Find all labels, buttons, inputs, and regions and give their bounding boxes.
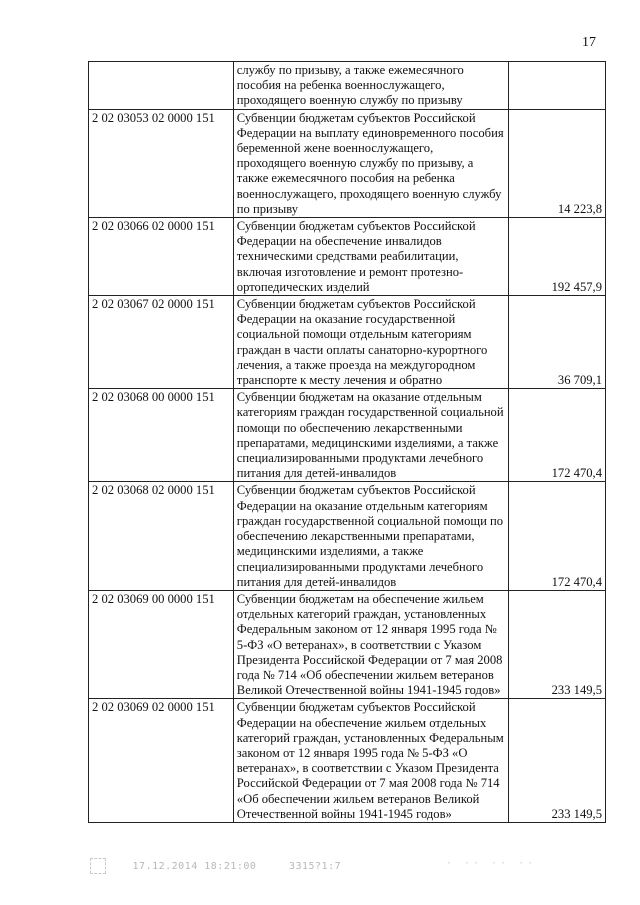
scan-mark-icon	[90, 858, 106, 874]
code-cell: 2 02 03069 02 0000 151	[89, 699, 234, 823]
description-cell: Субвенции бюджетам на оказание отдельным категориям граждан государственной социальной помощи по обеспечению лекарственными препаратами, медицинскими изделиями, а также специализированными продуктами лечебного питания для детей-инвалидов	[233, 389, 508, 482]
footer-timestamp: 17.12.2014 18:21:00	[132, 861, 257, 872]
table-row	[89, 482, 606, 590]
table-row	[89, 590, 606, 698]
description-cell: Субвенции бюджетам субъектов Российской Федерации на обеспечение жильем отдельных категорий граждан, установленных Федеральным законом от 12 января 1995 года № 5-ФЗ «О ветеранах», в соответствии с Указом Президента Российской Федерации от 7 мая 2008 года № 714 «Об обеспечении жильем ветеранов Великой Отечественной войны 1941-1945 годов»	[233, 699, 508, 823]
amount-cell	[509, 62, 606, 110]
table-row	[89, 218, 606, 296]
code-cell: 2 02 03053 02 0000 151	[89, 109, 234, 217]
amount-cell: 172 470,4	[509, 482, 606, 590]
amount-cell: 192 457,9	[509, 218, 606, 296]
code-cell: 2 02 03069 00 0000 151	[89, 590, 234, 698]
code-cell: 2 02 03068 00 0000 151	[89, 389, 234, 482]
description-cell: Субвенции бюджетам на обеспечение жильем отдельных категорий граждан, установленных Федеральным законом от 12 января 1995 года № 5-ФЗ «О ветеранах», в соответствии с Указом Президента Российской Федерации от 7 мая 2008 года № 714 «Об обеспечении жильем ветеранов Великой Отечественной войны 1941-1945 годов»	[233, 590, 508, 698]
table-row	[89, 389, 606, 482]
footer-print-stamp	[90, 858, 560, 874]
table-row	[89, 699, 606, 823]
description-cell: службу по призыву, а также ежемесячного пособия на ребенка военнослужащего, проходящего военную службу по призыву	[233, 62, 508, 110]
table-row	[89, 62, 606, 110]
amount-cell: 172 470,4	[509, 389, 606, 482]
budget-revenue-table	[88, 61, 606, 823]
footer-doc-id: 3315?1:7	[288, 861, 342, 872]
code-cell: 2 02 03066 02 0000 151	[89, 218, 234, 296]
code-cell: 2 02 03067 02 0000 151	[89, 296, 234, 389]
description-cell: Субвенции бюджетам субъектов Российской Федерации на выплату единовременного пособия беременной жене военнослужащего, проходящего военную службу по призыву, а также ежемесячного пособия на ребенка военнослужащего, проходящего военную службу по призыву	[233, 109, 508, 217]
description-cell: Субвенции бюджетам субъектов Российской Федерации на оказание государственной социальной помощи отдельным категориям граждан в части оплаты санаторно-курортного лечения, а также проезда на междугородном транспорте к месту лечения и обратно	[233, 296, 508, 389]
table-row	[89, 109, 606, 217]
description-cell: Субвенции бюджетам субъектов Российской Федерации на обеспечение инвалидов техническими средствами реабилитации, включая изготовление и ремонт протезно-ортопедических изделий	[233, 218, 508, 296]
description-cell: Субвенции бюджетам субъектов Российской Федерации на оказание отдельным категориям граждан государственной социальной помощи по обеспечению лекарственными препаратами, медицинскими изделиями, а также специализированными продуктами лечебного питания для детей-инвалидов	[233, 482, 508, 590]
table-row	[89, 296, 606, 389]
table-body	[89, 62, 606, 823]
amount-cell: 233 149,5	[509, 699, 606, 823]
footer-faded-text: · ·· ·· ··	[446, 858, 537, 869]
code-cell	[89, 62, 234, 110]
code-cell: 2 02 03068 02 0000 151	[89, 482, 234, 590]
amount-cell: 36 709,1	[509, 296, 606, 389]
amount-cell: 233 149,5	[509, 590, 606, 698]
amount-cell: 14 223,8	[509, 109, 606, 217]
page-number: 17	[582, 35, 596, 50]
